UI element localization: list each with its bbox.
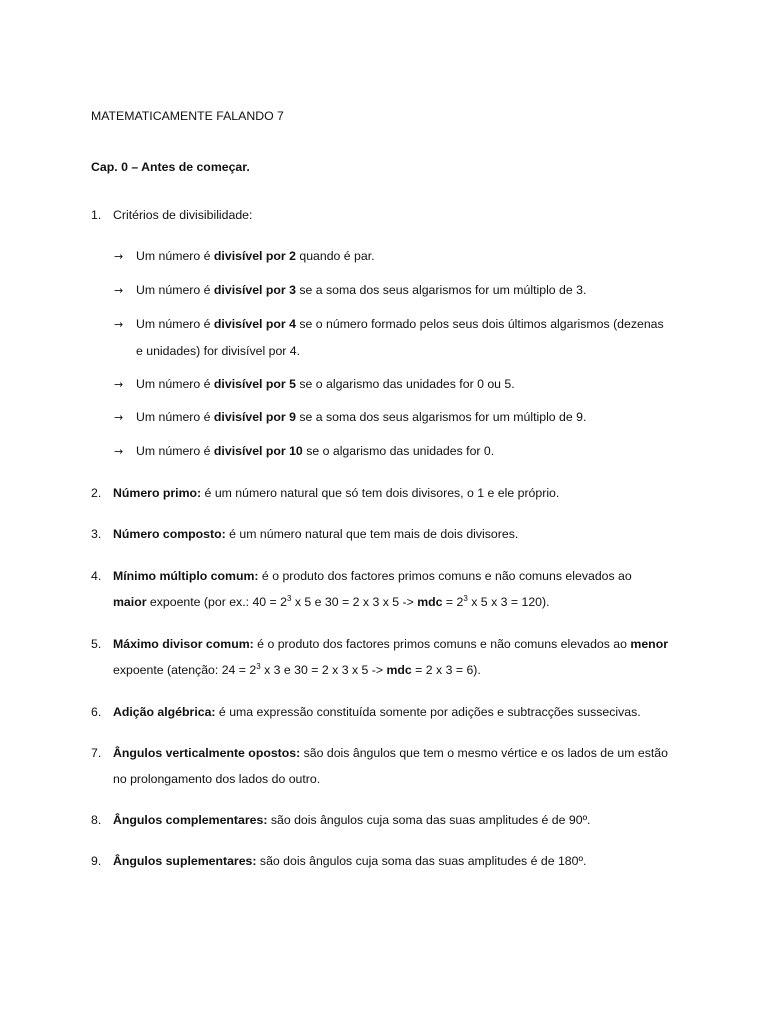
item-emphasis: mdc	[386, 663, 412, 677]
arrow-right-icon: →	[114, 318, 124, 331]
item-number: 5.	[91, 637, 102, 651]
arrow-right-icon: →	[114, 284, 124, 297]
item-definition: é um número natural que tem mais de dois divisores.	[225, 527, 519, 541]
rule-text: Um número é	[136, 249, 214, 263]
item-definition: são dois ângulos cuja soma das suas amplitudes é de 90º.	[267, 813, 591, 827]
item-definition: x 5 x 3 = 120).	[467, 595, 550, 609]
item-emphasis: menor	[630, 637, 668, 651]
item-number: 9.	[91, 854, 102, 868]
chapter-heading: Cap. 0 – Antes de começar.	[91, 160, 250, 174]
exponent: 3	[256, 662, 261, 671]
rule-text: se a soma dos seus algarismos for um múltiplo de 3.	[295, 283, 587, 297]
item-number: 1.	[91, 208, 102, 222]
rule-text: Um número é	[136, 317, 214, 331]
item-definition: são dois ângulos cuja soma das suas amplitudes é de 180º.	[256, 854, 587, 868]
exponent: 3	[463, 594, 468, 603]
rule-text: se a soma dos seus algarismos for um múltiplo de 9.	[295, 410, 587, 424]
item-definition: x 5 e 30 = 2 x 3 x 5 ->	[291, 595, 418, 609]
item-definition: é o produto dos factores primos comuns e não comuns elevados ao	[253, 637, 631, 651]
item-number: 2.	[91, 486, 102, 500]
rule-text: Um número é	[136, 377, 214, 391]
rule-emphasis: divisível por 2	[213, 249, 296, 263]
rule-emphasis: divisível por 9	[213, 410, 296, 424]
rule-text: quando é par.	[295, 249, 375, 263]
rule-emphasis: divisível por 5	[213, 377, 296, 391]
item-number: 4.	[91, 569, 102, 583]
item-definition-continuation: no prolongamento dos lados do outro.	[113, 772, 321, 786]
item-term: Ângulos verticalmente opostos:	[113, 746, 301, 760]
item-term: Adição algébrica:	[113, 705, 216, 719]
arrow-right-icon: →	[114, 445, 124, 458]
item-label: Critérios de divisibilidade:	[113, 208, 253, 222]
item-term: Mínimo múltiplo comum:	[113, 569, 259, 583]
item-definition: = 2 x 3 = 6).	[411, 663, 481, 677]
rule-text: Um número é	[136, 410, 214, 424]
item-definition: expoente (por ex.: 40 = 2	[146, 595, 287, 609]
item-definition: expoente (atenção: 24 = 2	[113, 663, 257, 677]
item-emphasis: mdc	[417, 595, 443, 609]
item-definition: = 2	[442, 595, 464, 609]
item-emphasis: maior	[113, 595, 147, 609]
document-title: MATEMATICAMENTE FALANDO 7	[91, 109, 284, 123]
item-definition: são dois ângulos que tem o mesmo vértice e os lados de um estão	[300, 746, 668, 760]
rule-text: Um número é	[136, 444, 214, 458]
item-number: 7.	[91, 746, 102, 760]
rule-text: se o algarismo das unidades for 0 ou 5.	[295, 377, 515, 391]
item-number: 6.	[91, 705, 102, 719]
rule-emphasis: divisível por 4	[213, 317, 296, 331]
arrow-right-icon: →	[114, 250, 124, 263]
arrow-right-icon: →	[114, 378, 124, 391]
rule-text: Um número é	[136, 283, 214, 297]
rule-text: se o algarismo das unidades for 0.	[302, 444, 495, 458]
item-term: Número primo:	[113, 486, 202, 500]
item-number: 3.	[91, 527, 102, 541]
item-term: Número composto:	[113, 527, 226, 541]
rule-emphasis: divisível por 3	[213, 283, 296, 297]
arrow-right-icon: →	[114, 411, 124, 424]
item-definition: é uma expressão constituída somente por adições e subtracções sussecivas.	[215, 705, 641, 719]
item-number: 8.	[91, 813, 102, 827]
item-term: Máximo divisor comum:	[113, 637, 254, 651]
item-term: Ângulos suplementares:	[113, 854, 257, 868]
rule-text: se o número formado pelos seus dois últimos algarismos (dezenas	[295, 317, 664, 331]
item-term: Ângulos complementares:	[113, 813, 268, 827]
rule-text-continuation: e unidades) for divisível por 4.	[136, 344, 301, 358]
item-definition: é um número natural que só tem dois divisores, o 1 e ele próprio.	[201, 486, 560, 500]
rule-emphasis: divisível por 10	[213, 444, 303, 458]
item-definition: x 3 e 30 = 2 x 3 x 5 ->	[260, 663, 387, 677]
item-definition: é o produto dos factores primos comuns e não comuns elevados ao	[258, 569, 632, 583]
exponent: 3	[286, 594, 292, 603]
